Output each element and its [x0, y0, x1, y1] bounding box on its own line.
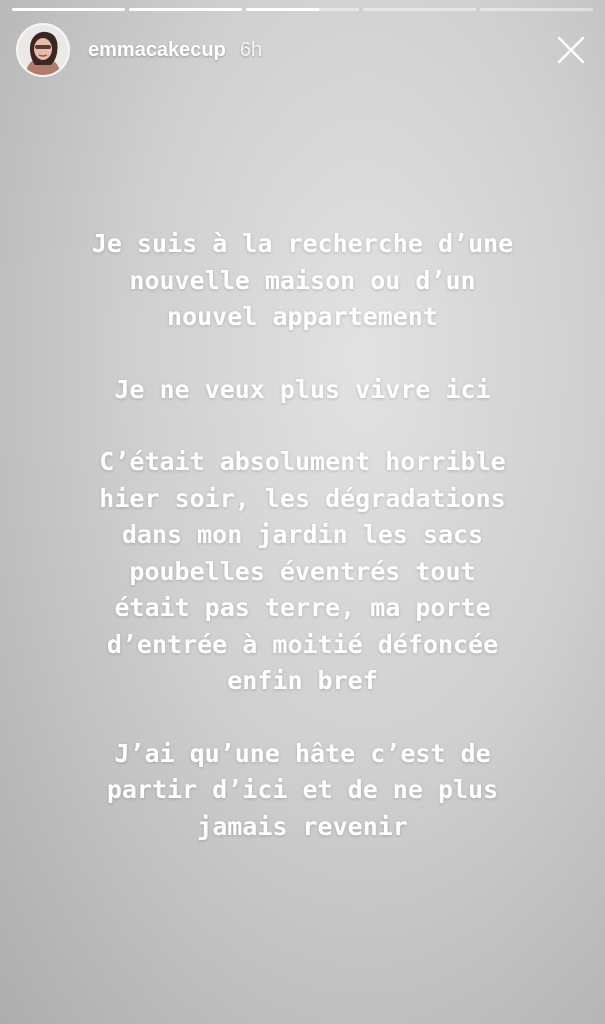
story-text: [20, 226, 585, 845]
story-progress-bar: [12, 8, 593, 11]
progress-segment: [129, 8, 242, 11]
progress-segment: [12, 8, 125, 11]
progress-segment: [480, 8, 593, 11]
profile-photo-icon: [18, 25, 68, 75]
story-paragraph: J’ai qu’une hâte c’est de partir d’ici et de ne plus jamais revenir: [106, 738, 499, 841]
close-icon: [556, 35, 586, 65]
username[interactable]: emmacakecup: [88, 38, 226, 61]
post-time: 6h: [239, 38, 263, 61]
progress-segment: [246, 8, 359, 11]
close-button[interactable]: [551, 30, 591, 70]
story-paragraph: Je ne veux plus vivre ici: [114, 374, 491, 404]
progress-segment: [363, 8, 476, 11]
story-paragraph: C’était absolument horrible hier soir, les dégradations dans mon jardin les sacs poubelles éventrés tout était pas terre, ma porte d’entrée à moitié défoncée enfin bref: [99, 447, 506, 695]
avatar[interactable]: [18, 25, 68, 75]
story-paragraph: Je suis à la recherche d’une nouvelle maison ou d’un nouvel appartement: [91, 229, 514, 331]
story-header: [18, 24, 591, 76]
